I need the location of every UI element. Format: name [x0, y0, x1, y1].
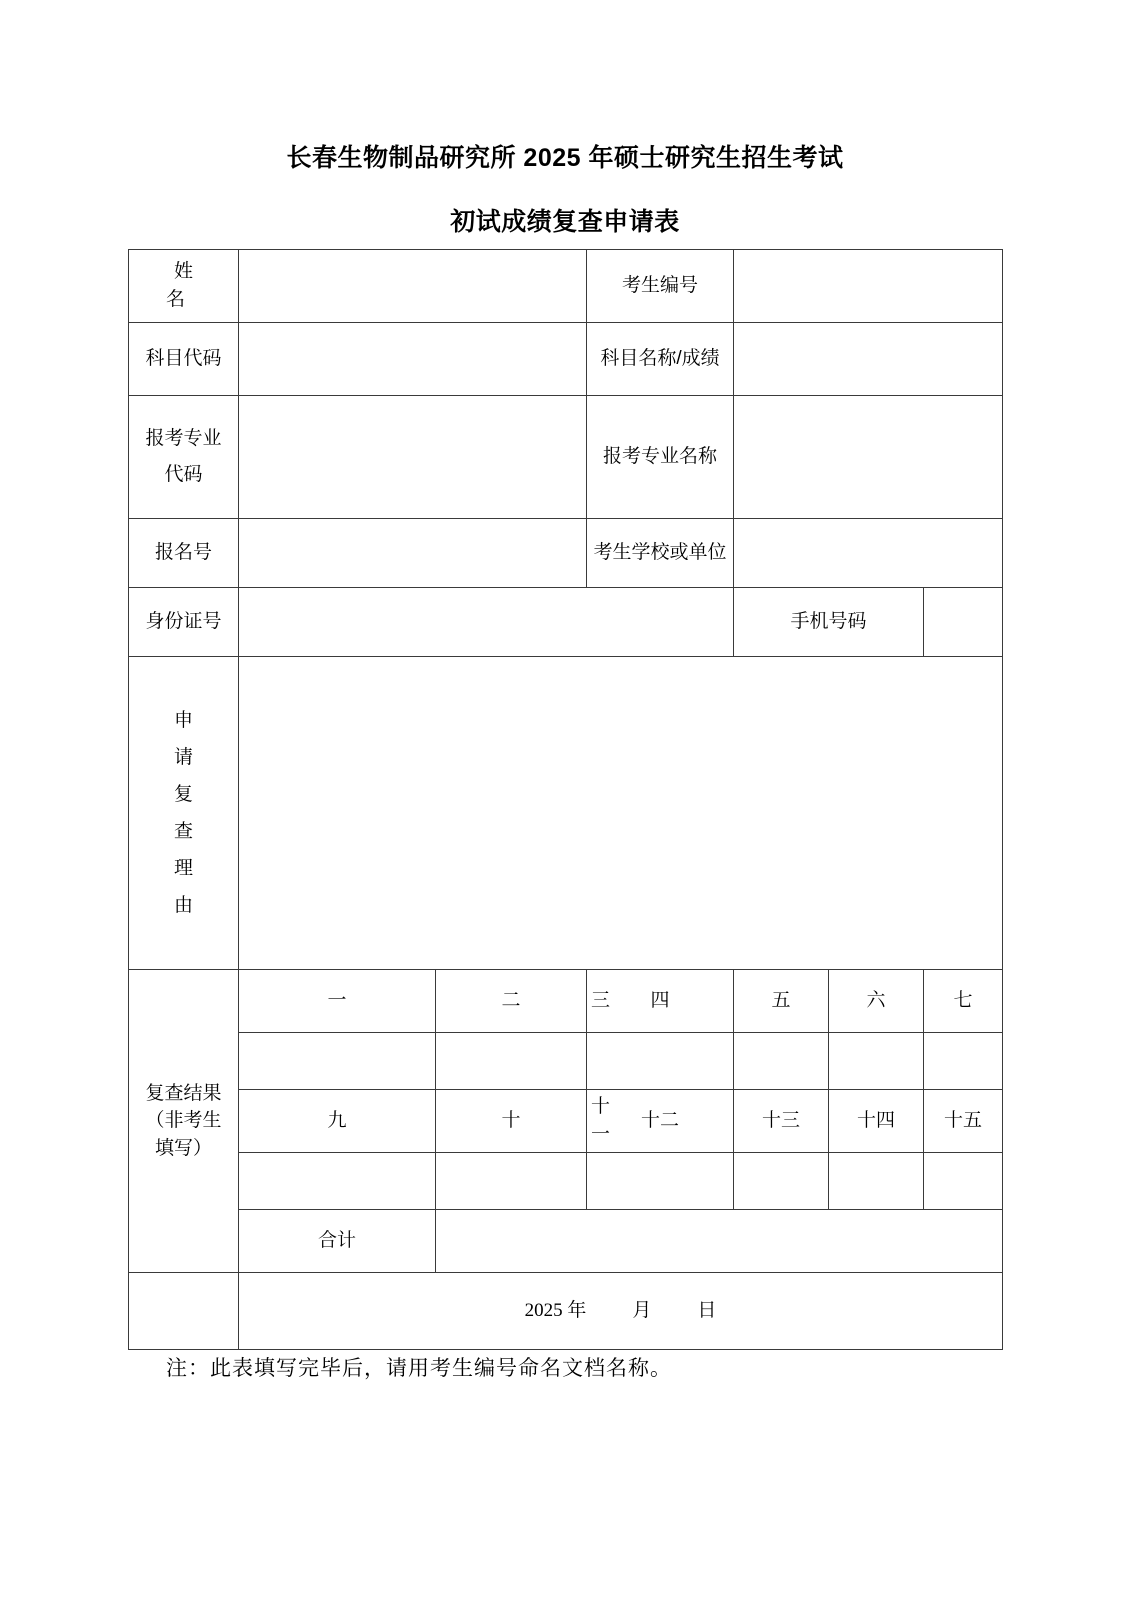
reason-label-char-2: 复 — [173, 784, 193, 805]
phone-field[interactable] — [924, 588, 1003, 657]
school-unit-label: 考生学校或单位 — [587, 519, 734, 588]
reason-field[interactable] — [239, 657, 1003, 970]
signature-month: 月 — [632, 1300, 652, 1322]
result-value-13[interactable] — [734, 1153, 829, 1210]
document-title-block — [128, 140, 1002, 241]
major-code-label-line2: 代码 — [164, 464, 203, 485]
footer-note: 注：此表填写完毕后，请用考生编号命名文档名称。 — [166, 1356, 672, 1380]
id-card-label: 身份证号 — [129, 588, 239, 657]
table-row-reason — [129, 657, 1003, 970]
result-value-9[interactable] — [239, 1153, 436, 1210]
result-value-10[interactable] — [436, 1153, 587, 1210]
phone-label: 手机号码 — [734, 588, 924, 657]
registration-no-field[interactable] — [239, 519, 587, 588]
result-value-4[interactable] — [587, 1033, 734, 1090]
reason-label — [129, 657, 239, 970]
table-row-result-values-1 — [129, 1033, 1003, 1090]
total-label: 合计 — [239, 1210, 436, 1273]
result-value-14[interactable] — [829, 1153, 924, 1210]
signature-year: 2025 年 — [524, 1300, 587, 1322]
result-numeral-15: 十五 — [924, 1090, 1003, 1153]
result-numeral-7: 七 — [924, 970, 1003, 1033]
registration-no-label: 报名号 — [129, 519, 239, 588]
result-value-7[interactable] — [924, 1033, 1003, 1090]
result-value-12[interactable] — [587, 1153, 734, 1210]
result-value-5[interactable] — [734, 1033, 829, 1090]
name-label — [129, 250, 239, 323]
result-numeral-5: 五 — [734, 970, 829, 1033]
table-row-total — [129, 1210, 1003, 1273]
major-code-label — [129, 396, 239, 519]
result-numeral-13: 十三 — [734, 1090, 829, 1153]
name-field[interactable] — [239, 250, 587, 323]
signature-date-cell[interactable] — [239, 1273, 1003, 1350]
result-section-label-line-2: 填写） — [154, 1137, 212, 1159]
result-numeral-1: 一 — [239, 970, 436, 1033]
candidate-no-label: 考生编号 — [587, 250, 734, 323]
candidate-no-field[interactable] — [734, 250, 1003, 323]
result-section-label-line-1: （非考生 — [145, 1110, 222, 1132]
table-row-result-values-2 — [129, 1153, 1003, 1210]
result-numeral-12: 十二 — [587, 1090, 734, 1153]
table-row-signature-date — [129, 1273, 1003, 1350]
result-value-6[interactable] — [829, 1033, 924, 1090]
result-numeral-6: 六 — [829, 970, 924, 1033]
school-unit-field[interactable] — [734, 519, 1003, 588]
subject-code-field[interactable] — [239, 323, 587, 396]
reason-label-char-0: 申 — [173, 710, 193, 731]
table-row-idcard — [129, 588, 1003, 657]
name-label-text: 姓 名 — [165, 261, 209, 310]
result-section-label — [129, 970, 239, 1273]
reason-label-vertical — [133, 657, 234, 969]
table-row-subject — [129, 323, 1003, 396]
table-row-result-numerals-1: 复查结果 （非考生 填写） 一 二 三 四 五 六 七 — [129, 970, 1003, 1033]
total-field[interactable] — [436, 1210, 1003, 1273]
result-numeral-2: 二 — [436, 970, 587, 1033]
reason-label-char-3: 查 — [173, 821, 193, 842]
subject-name-score-field[interactable] — [734, 323, 1003, 396]
reason-label-char-5: 由 — [173, 895, 193, 916]
result-value-1[interactable] — [239, 1033, 436, 1090]
major-code-label-line1: 报考专业 — [145, 427, 222, 449]
reason-label-char-4: 理 — [173, 858, 193, 879]
page-title-line-2: 初试成绩复查申请表 — [450, 207, 680, 236]
table-row-major — [129, 396, 1003, 519]
major-name-field[interactable] — [734, 396, 1003, 519]
signature-date-spacer — [129, 1273, 239, 1350]
reason-label-char-1: 请 — [173, 747, 193, 768]
result-numeral-4: 四 — [587, 970, 734, 1033]
id-card-field[interactable] — [239, 588, 734, 657]
subject-name-score-label: 科目名称/成绩 — [587, 323, 734, 396]
result-section-label-line-0: 复查结果 — [145, 1082, 222, 1104]
result-value-2[interactable] — [436, 1033, 587, 1090]
page-title-line-1: 长春生物制品研究所 2025 年硕士研究生招生考试 — [286, 144, 844, 172]
result-value-15[interactable] — [924, 1153, 1003, 1210]
major-name-label: 报考专业名称 — [587, 396, 734, 519]
application-form-table — [128, 249, 1003, 1350]
major-code-field[interactable] — [239, 396, 587, 519]
table-row-name — [129, 250, 1003, 323]
result-numeral-10: 十 — [436, 1090, 587, 1153]
table-row-registration — [129, 519, 1003, 588]
table-row-result-numerals-2: 九 十 十一 十二 十三 十四 十五 — [129, 1090, 1003, 1153]
signature-day: 日 — [697, 1300, 717, 1322]
result-numeral-9: 九 — [239, 1090, 436, 1153]
subject-code-label: 科目代码 — [129, 323, 239, 396]
result-numeral-14: 十四 — [829, 1090, 924, 1153]
